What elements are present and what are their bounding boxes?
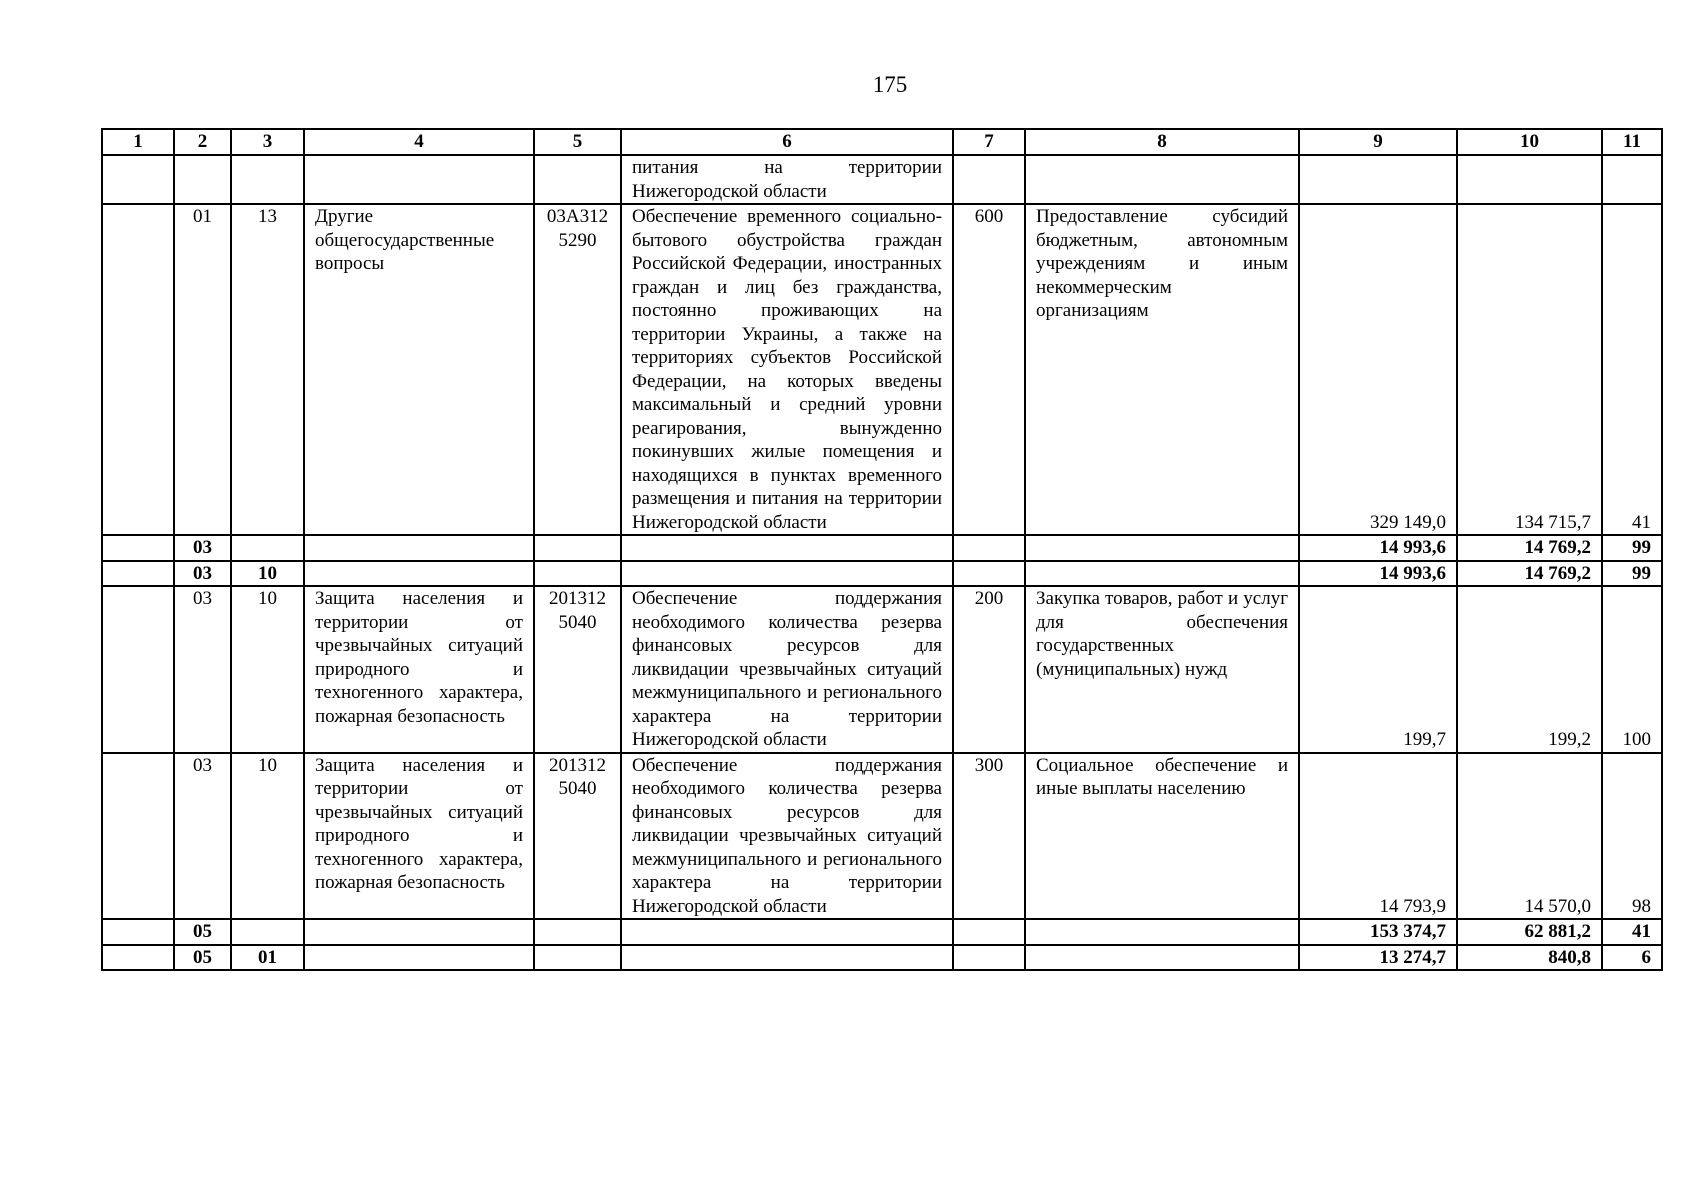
header-cell: 4	[304, 129, 534, 155]
cell-expense-code: 200	[953, 586, 1025, 753]
cell-planned: 153 374,7	[1299, 919, 1457, 945]
cell-target-name	[621, 919, 953, 945]
header-cell: 2	[174, 129, 231, 155]
cell-col1	[102, 561, 174, 587]
cell-executed: 134 715,7	[1457, 204, 1602, 535]
cell-expense-name: Предоставление субсидий бюджетным, автономным учреждениям и иным некоммерческим организациям	[1025, 204, 1299, 535]
cell-subsection-name	[304, 945, 534, 971]
cell-planned: 14 993,6	[1299, 535, 1457, 561]
cell-executed: 199,2	[1457, 586, 1602, 753]
cell-expense-name: Социальное обеспечение и иные выплаты населению	[1025, 753, 1299, 920]
cell-planned: 199,7	[1299, 586, 1457, 753]
cell-percent: 41	[1602, 919, 1662, 945]
total-row	[102, 919, 1662, 945]
cell-subsection: 10	[231, 753, 304, 920]
total-row	[102, 945, 1662, 971]
cell-target-name	[621, 561, 953, 587]
header-row	[102, 129, 1662, 155]
cell-executed	[1457, 155, 1602, 204]
cell-expense-name	[1025, 945, 1299, 971]
cell-target-code	[534, 535, 621, 561]
cell-col1	[102, 204, 174, 535]
cell-subsection-name	[304, 155, 534, 204]
budget-table	[101, 128, 1663, 971]
cell-percent	[1602, 155, 1662, 204]
cell-expense-code: 600	[953, 204, 1025, 535]
cell-target-code	[534, 919, 621, 945]
table-row	[102, 204, 1662, 535]
table-row	[102, 586, 1662, 753]
cell-subsection-name	[304, 919, 534, 945]
cell-subsection-name: Защита населения и территории от чрезвычайных ситуаций природного и техногенного характера, пожарная безопасность	[304, 586, 534, 753]
cell-subsection: 13	[231, 204, 304, 535]
total-row	[102, 535, 1662, 561]
cell-target-name: питания на территории Нижегородской области	[621, 155, 953, 204]
cell-target-name: Обеспечение временного социально-бытового обустройства граждан Российской Федерации, иностранных граждан и лиц без гражданства, постоянно проживающих на территории Украины, а также на территориях субъектов Российской Федерации, на которых введены максимальный и средний уровни реагирования, вынужденно покинувших жилые помещения и находящихся в пунктах временного размещения и питания на территории Нижегородской области	[621, 204, 953, 535]
header-cell: 9	[1299, 129, 1457, 155]
cell-subsection	[231, 155, 304, 204]
cell-section: 03	[174, 535, 231, 561]
cell-col1	[102, 753, 174, 920]
cell-expense-code	[953, 155, 1025, 204]
cell-percent: 41	[1602, 204, 1662, 535]
cell-col1	[102, 535, 174, 561]
header-cell: 7	[953, 129, 1025, 155]
cell-subsection-name: Другие общегосударственные вопросы	[304, 204, 534, 535]
cell-target-code: 201312 5040	[534, 753, 621, 920]
cell-executed: 840,8	[1457, 945, 1602, 971]
cell-subsection-name: Защита населения и территории от чрезвычайных ситуаций природного и техногенного характера, пожарная безопасность	[304, 753, 534, 920]
cell-expense-name	[1025, 561, 1299, 587]
cell-target-code	[534, 155, 621, 204]
cell-planned: 13 274,7	[1299, 945, 1457, 971]
cell-percent: 100	[1602, 586, 1662, 753]
cell-section: 03	[174, 586, 231, 753]
cell-expense-code	[953, 535, 1025, 561]
cell-executed: 14 769,2	[1457, 535, 1602, 561]
cell-planned: 14 993,6	[1299, 561, 1457, 587]
cell-target-code: 03А312 5290	[534, 204, 621, 535]
cell-subsection: 01	[231, 945, 304, 971]
cell-col1	[102, 919, 174, 945]
cell-percent: 98	[1602, 753, 1662, 920]
header-cell: 6	[621, 129, 953, 155]
cell-subsection: 10	[231, 561, 304, 587]
cell-expense-code	[953, 945, 1025, 971]
cell-subsection-name	[304, 535, 534, 561]
cell-target-name: Обеспечение поддержания необходимого количества резерва финансовых ресурсов для ликвидации чрезвычайных ситуаций межмуниципального и регионального характера на территории Нижегородской области	[621, 753, 953, 920]
cell-section: 05	[174, 945, 231, 971]
cell-section: 01	[174, 204, 231, 535]
cell-target-code	[534, 945, 621, 971]
cell-executed: 62 881,2	[1457, 919, 1602, 945]
cell-expense-code: 300	[953, 753, 1025, 920]
cell-executed: 14 570,0	[1457, 753, 1602, 920]
header-cell: 5	[534, 129, 621, 155]
header-cell: 1	[102, 129, 174, 155]
cell-subsection	[231, 919, 304, 945]
cell-expense-code	[953, 919, 1025, 945]
cell-section	[174, 155, 231, 204]
cell-expense-name: Закупка товаров, работ и услуг для обеспечения государственных (муниципальных) нужд	[1025, 586, 1299, 753]
cell-subsection: 10	[231, 586, 304, 753]
cell-planned: 329 149,0	[1299, 204, 1457, 535]
header-cell: 3	[231, 129, 304, 155]
cell-target-code: 201312 5040	[534, 586, 621, 753]
cell-col1	[102, 155, 174, 204]
cell-section: 05	[174, 919, 231, 945]
cell-planned: 14 793,9	[1299, 753, 1457, 920]
cell-col1	[102, 945, 174, 971]
header-cell: 11	[1602, 129, 1662, 155]
page-number: 175	[872, 72, 908, 97]
cell-expense-code	[953, 561, 1025, 587]
total-row	[102, 561, 1662, 587]
cell-target-name	[621, 945, 953, 971]
cell-expense-name	[1025, 919, 1299, 945]
cell-subsection	[231, 535, 304, 561]
cell-section: 03	[174, 561, 231, 587]
cell-planned	[1299, 155, 1457, 204]
cell-percent: 99	[1602, 561, 1662, 587]
header-cell: 8	[1025, 129, 1299, 155]
header-cell: 10	[1457, 129, 1602, 155]
cell-percent: 6	[1602, 945, 1662, 971]
cell-col1	[102, 586, 174, 753]
cell-expense-name	[1025, 535, 1299, 561]
cell-section: 03	[174, 753, 231, 920]
table-row	[102, 155, 1662, 204]
cell-subsection-name	[304, 561, 534, 587]
cell-target-name: Обеспечение поддержания необходимого количества резерва финансовых ресурсов для ликвидации чрезвычайных ситуаций межмуниципального и регионального характера на территории Нижегородской области	[621, 586, 953, 753]
cell-percent: 99	[1602, 535, 1662, 561]
table-row	[102, 753, 1662, 920]
cell-executed: 14 769,2	[1457, 561, 1602, 587]
cell-expense-name	[1025, 155, 1299, 204]
cell-target-code	[534, 561, 621, 587]
cell-target-name	[621, 535, 953, 561]
